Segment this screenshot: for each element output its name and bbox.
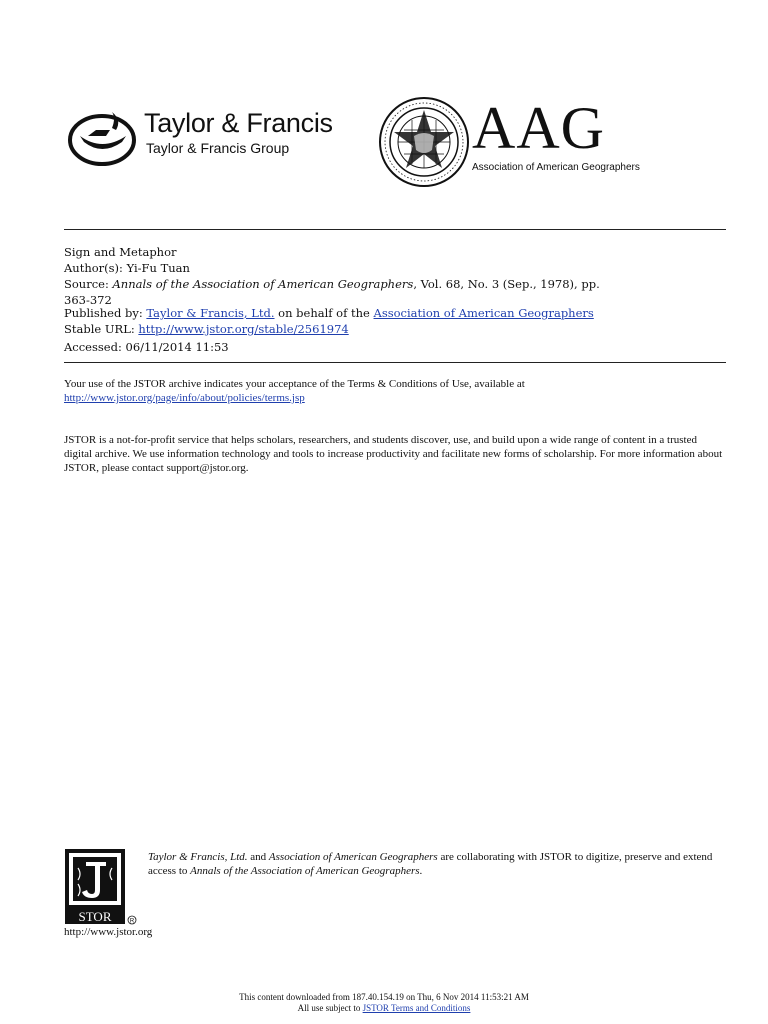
collaboration-paragraph (148, 850, 724, 878)
svg-text:R: R (129, 918, 135, 925)
footer-terms-prefix: All use subject to (297, 1003, 363, 1013)
footer-terms-link[interactable]: JSTOR Terms and Conditions (362, 1003, 471, 1013)
aag-name: AAG (472, 95, 605, 161)
article-title: Sign and Metaphor (64, 245, 177, 259)
publisher-link[interactable]: Taylor & Francis, Ltd. (146, 306, 275, 320)
taylor-francis-logo (66, 100, 356, 180)
tf-group-name: Taylor & Francis Group (146, 140, 290, 156)
collab-and: and (247, 851, 269, 863)
footer-download-line: This content downloaded from 187.40.154.19 on Thu, 6 Nov 2014 11:53:21 AM (239, 992, 529, 1002)
stable-url-label: Stable URL: (64, 322, 135, 336)
source-details: , Vol. 68, No. 3 (Sep., 1978), pp. (413, 277, 600, 291)
society-link[interactable]: Association of American Geographers (373, 306, 594, 320)
jstor-logo-icon (64, 848, 144, 926)
collab-end: . (419, 865, 423, 877)
authors-value: Yi-Fu Tuan (126, 261, 190, 275)
about-jstor-paragraph: JSTOR is a not-for-profit service that helps scholars, researchers, and students discover, use, and build upon a wide range of content in a trusted digital archive. We use information technology and tools to increase productivity and facilitate new forms of scholarship. For more information about JSTOR, please contact support@jstor.org. (64, 434, 723, 474)
oil-lamp-icon (66, 106, 138, 166)
published-line (64, 305, 724, 321)
stable-url-line (64, 321, 724, 337)
source-journal: Annals of the Association of American Geographers (112, 277, 414, 291)
aag-logo (378, 96, 678, 188)
tf-name: Taylor & Francis (144, 108, 333, 138)
source-label: Source: (64, 277, 109, 291)
download-footer (0, 992, 768, 1014)
accessed-label: Accessed: (64, 340, 122, 354)
authors-line (64, 260, 724, 276)
jstor-url: http://www.jstor.org (64, 926, 153, 938)
published-mid: on behalf of the (278, 306, 370, 320)
accessed-line (64, 339, 724, 355)
footer-terms-line (0, 1003, 768, 1014)
top-divider (64, 229, 726, 230)
accessed-value: 06/11/2014 11:53 (125, 340, 229, 354)
aag-seal-icon (378, 96, 470, 188)
authors-label: Author(s): (64, 261, 123, 275)
collab-publisher: Taylor & Francis, Ltd. (148, 851, 248, 863)
bottom-divider (64, 362, 726, 363)
collab-journal: Annals of the Association of American Geographers (190, 865, 420, 877)
collab-mid: are collaborating with JSTOR to digitize, preserve and extend access to (148, 851, 713, 877)
published-label: Published by: (64, 306, 143, 320)
collab-society: Association of American Geographers (268, 851, 438, 863)
stable-url-link[interactable]: http://www.jstor.org/stable/2561974 (138, 322, 349, 336)
terms-link[interactable]: http://www.jstor.org/page/info/about/policies/terms.jsp (64, 392, 305, 404)
terms-paragraph (64, 377, 724, 405)
source-line (64, 276, 724, 292)
jstor-logo-text: STOR (78, 909, 112, 924)
source-pages: 363-372 (64, 293, 112, 307)
terms-text: Your use of the JSTOR archive indicates your acceptance of the Terms & Conditions of Use, available at (64, 378, 525, 390)
aag-full-name: Association of American Geographers (472, 162, 640, 173)
